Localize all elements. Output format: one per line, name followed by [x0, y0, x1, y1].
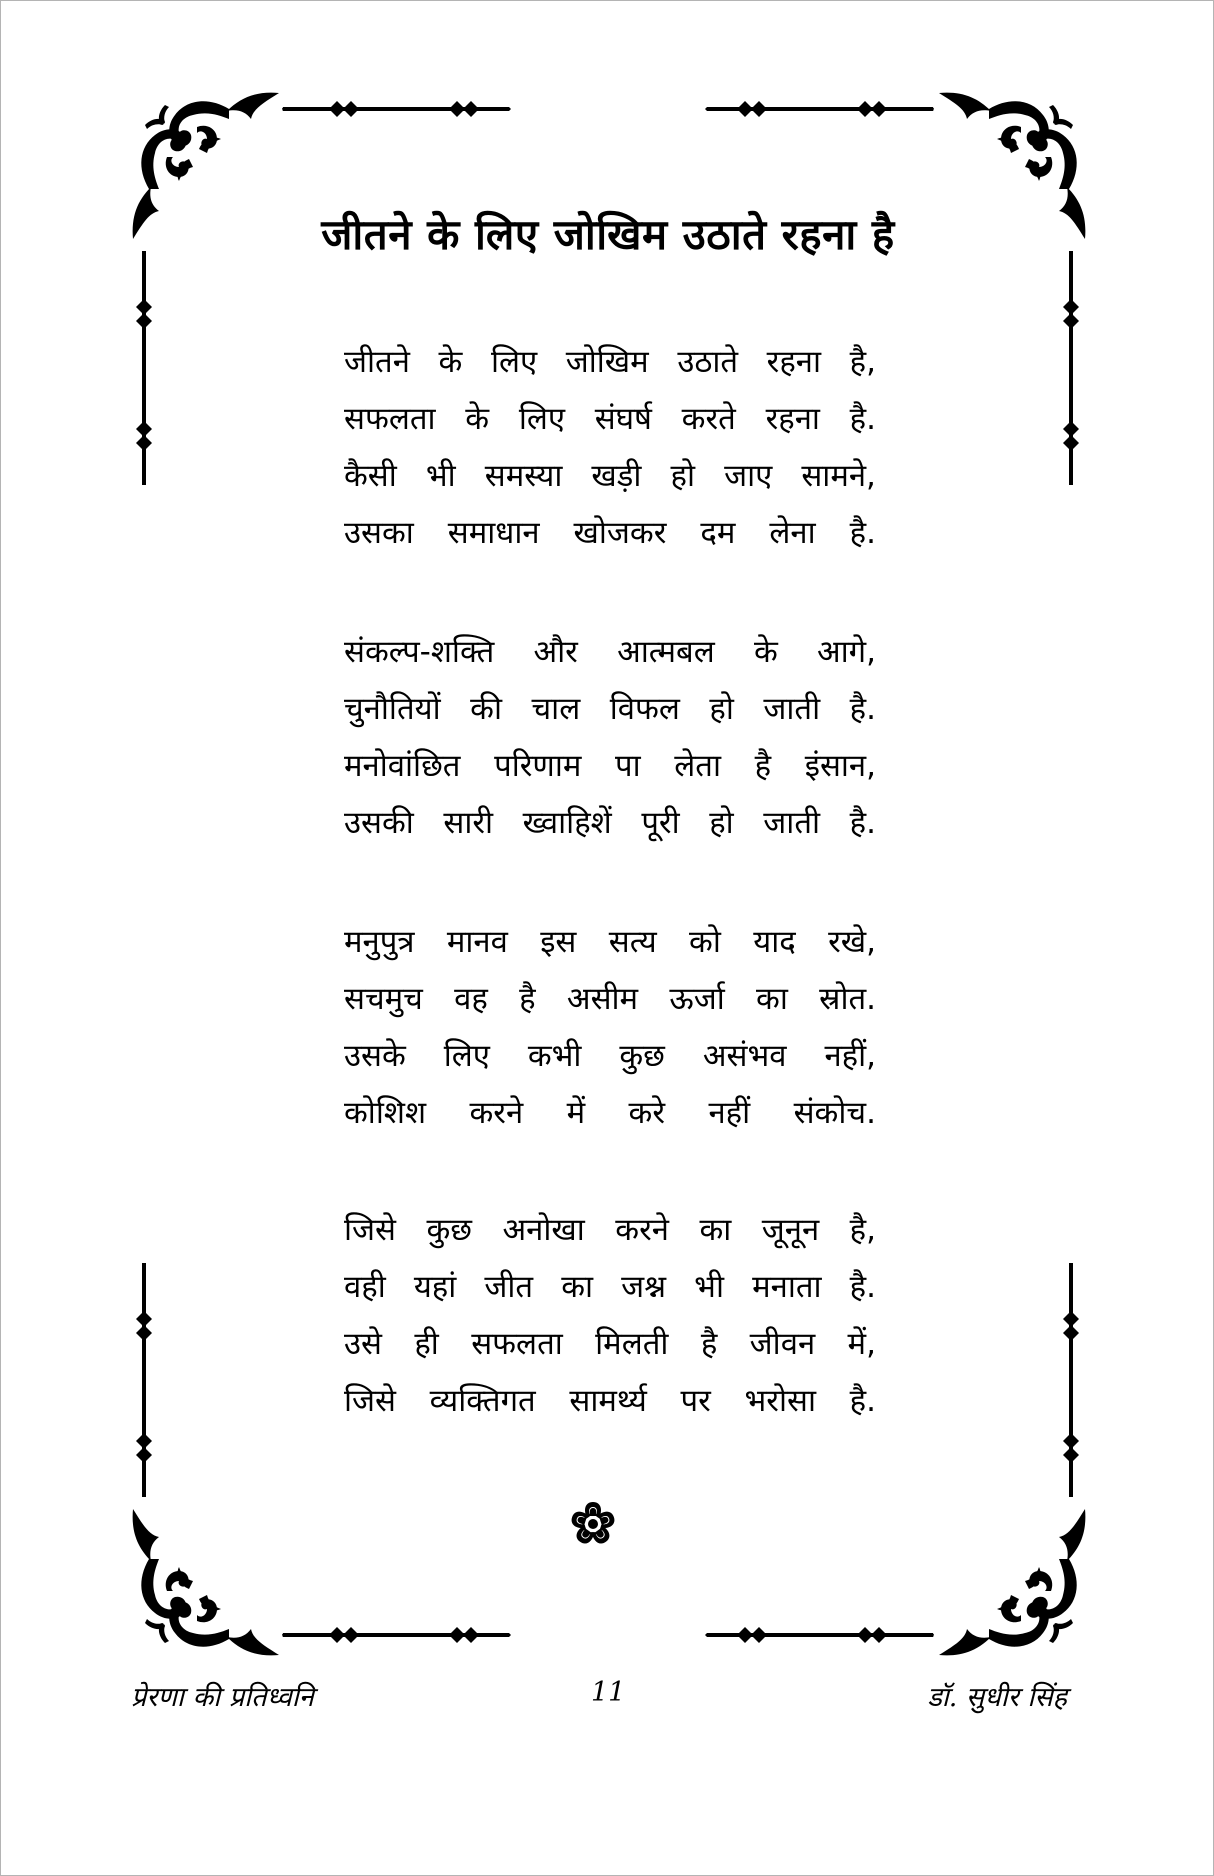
corner-flourish-bottom-right-icon — [939, 1509, 1089, 1659]
word: याद — [753, 924, 796, 960]
word: की — [470, 691, 502, 727]
poem-line — [344, 795, 876, 852]
word: समाधान — [447, 515, 540, 551]
poem-line — [344, 334, 876, 391]
word: यहां — [413, 1269, 457, 1305]
word: रहना — [765, 401, 820, 437]
word: पूरी — [641, 805, 680, 841]
word: जश्न — [621, 1269, 667, 1305]
word: उसकी — [344, 805, 414, 841]
word: सत्य — [608, 924, 657, 960]
word: चुनौतियों — [344, 691, 441, 727]
word: है. — [849, 1383, 876, 1419]
word: को — [689, 924, 721, 960]
word: व्यक्तिगत — [429, 1383, 536, 1419]
word: करे — [628, 1095, 666, 1131]
word: खड़ी — [591, 458, 642, 494]
word: का — [699, 1212, 732, 1248]
word: हो — [670, 458, 695, 494]
top-left-divider-icon — [279, 97, 519, 121]
word: के — [438, 344, 463, 380]
word: सामर्थ्य — [569, 1383, 647, 1419]
poem-line — [344, 1202, 876, 1259]
word: के — [753, 634, 778, 670]
word: लिए — [518, 401, 566, 437]
word: और — [533, 634, 578, 670]
word: अनोखा — [502, 1212, 585, 1248]
word: आत्मबल — [617, 634, 715, 670]
word: वह — [454, 981, 488, 1017]
word: कुछ — [619, 1038, 665, 1074]
word: समस्या — [484, 458, 563, 494]
word: जीवन — [749, 1326, 816, 1362]
word: ही — [414, 1326, 439, 1362]
top-right-divider-icon — [697, 97, 937, 121]
bottom-left-divider-icon — [279, 1623, 519, 1647]
word: सफलता — [471, 1326, 563, 1362]
word: करने — [469, 1095, 524, 1131]
word: जाती — [763, 805, 821, 841]
word: मानव — [446, 924, 508, 960]
word: पा — [615, 748, 641, 784]
word: कैसी — [344, 458, 397, 494]
word: आगे, — [816, 634, 876, 670]
word: जिसे — [344, 1212, 396, 1248]
poem-line — [344, 391, 876, 448]
word: खोजकर — [573, 515, 667, 551]
word: जूनून — [761, 1212, 820, 1248]
word: उसे — [344, 1326, 382, 1362]
word: उसका — [344, 515, 414, 551]
word: में, — [847, 1326, 876, 1362]
poem-line — [344, 971, 876, 1028]
word: जीत — [484, 1269, 534, 1305]
word: है — [700, 1326, 718, 1362]
word: जिसे — [344, 1383, 396, 1419]
word: मनुपुत्र — [344, 924, 415, 960]
word: सामने, — [801, 458, 876, 494]
word: कोशिश — [344, 1095, 427, 1131]
corner-flourish-bottom-left-icon — [129, 1509, 279, 1659]
stanza-4 — [344, 1202, 876, 1430]
word: रखे, — [828, 924, 876, 960]
word: उसके — [344, 1038, 406, 1074]
word: विफल — [609, 691, 680, 727]
word: हो — [709, 691, 734, 727]
poem-line — [344, 1259, 876, 1316]
word: है. — [849, 401, 876, 437]
word: भी — [425, 458, 456, 494]
poem-line — [344, 624, 876, 681]
word: लेता — [674, 748, 721, 784]
poem-line — [344, 505, 876, 562]
footer-author: डॉ. सुधीर सिंह — [927, 1682, 1067, 1713]
word: जीतने — [344, 344, 410, 380]
word: लेना — [769, 515, 816, 551]
word: मिलती — [595, 1326, 669, 1362]
word: है. — [849, 515, 876, 551]
left-upper-vertical-divider-icon — [132, 249, 156, 489]
word: उठाते — [677, 344, 739, 380]
word: है. — [849, 691, 876, 727]
word: इस — [540, 924, 577, 960]
word: इंसान, — [804, 748, 876, 784]
word: संकल्प-शक्ति — [344, 634, 495, 670]
word: पर — [680, 1383, 711, 1419]
word: जोखिम — [565, 344, 649, 380]
word: है. — [849, 1269, 876, 1305]
word: का — [756, 981, 788, 1017]
word: का — [561, 1269, 594, 1305]
poem-line — [344, 1316, 876, 1373]
word: दम — [700, 515, 736, 551]
word: के — [465, 401, 490, 437]
poem-line — [344, 1085, 876, 1142]
word: हो — [709, 805, 734, 841]
word: करने — [615, 1212, 669, 1248]
page-number: 11 — [591, 1677, 626, 1708]
word: संघर्ष — [594, 401, 652, 437]
bottom-right-divider-icon — [697, 1623, 937, 1647]
word: है, — [849, 1212, 876, 1248]
word: में — [566, 1095, 586, 1131]
word: है. — [849, 805, 876, 841]
word: है, — [849, 344, 876, 380]
left-lower-vertical-divider-icon — [132, 1261, 156, 1501]
word: स्रोत. — [819, 981, 876, 1017]
word: जाती — [763, 691, 821, 727]
word: मनाता — [752, 1269, 822, 1305]
word: रहना — [766, 344, 822, 380]
stanza-1 — [344, 334, 876, 562]
word: असीम — [566, 981, 639, 1017]
word: करते — [681, 401, 736, 437]
poem-line — [344, 448, 876, 505]
word: जाए — [724, 458, 773, 494]
word: भरोसा — [744, 1383, 816, 1419]
right-lower-vertical-divider-icon — [1059, 1261, 1083, 1501]
flower-icon — [567, 1497, 619, 1549]
word: सारी — [443, 805, 494, 841]
poem-line — [344, 738, 876, 795]
word: कभी — [527, 1038, 582, 1074]
poem-line — [344, 914, 876, 971]
right-upper-vertical-divider-icon — [1059, 249, 1083, 489]
poem-title: जीतने के लिए जोखिम उठाते रहना है — [321, 210, 895, 259]
word: ऊर्जा — [669, 981, 725, 1017]
poem-line — [344, 1373, 876, 1430]
word: परिणाम — [494, 748, 582, 784]
word: लिए — [490, 344, 538, 380]
word: नहीं, — [824, 1038, 876, 1074]
poem-line — [344, 681, 876, 738]
word: लिए — [443, 1038, 490, 1074]
word: है — [519, 981, 536, 1017]
poem-line — [344, 1028, 876, 1085]
word: चाल — [531, 691, 581, 727]
footer-book-title: प्रेरणा की प्रतिध्वनि — [131, 1682, 314, 1713]
word: वही — [344, 1269, 386, 1305]
stanza-2 — [344, 624, 876, 852]
word: संकोच. — [793, 1095, 876, 1131]
word: नहीं — [708, 1095, 751, 1131]
word: कुछ — [426, 1212, 473, 1248]
word: है — [754, 748, 772, 784]
word: सफलता — [344, 401, 436, 437]
word: असंभव — [702, 1038, 787, 1074]
word: मनोवांछित — [344, 748, 461, 784]
word: भी — [694, 1269, 724, 1305]
stanza-3 — [344, 914, 876, 1142]
word: सचमुच — [344, 981, 423, 1017]
word: ख्वाहिशें — [522, 805, 612, 841]
